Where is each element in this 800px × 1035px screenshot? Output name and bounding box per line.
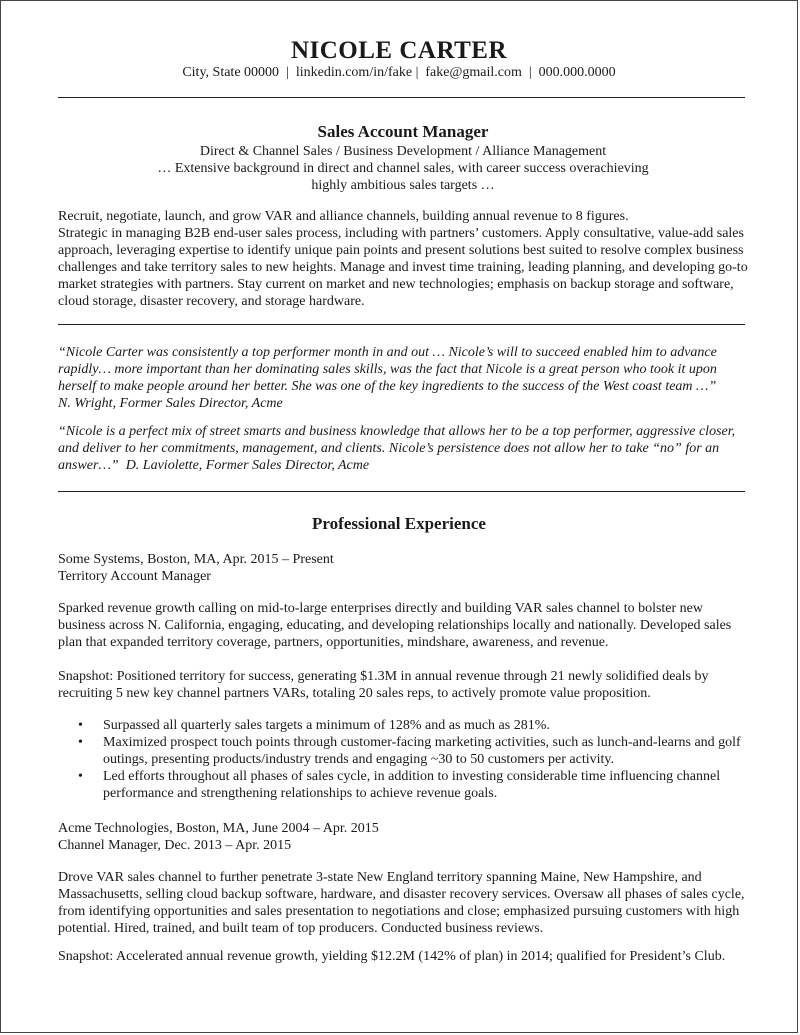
list-item: • Surpassed all quarterly sales targets a minimum of 128% and as much as 281%. <box>78 718 550 733</box>
job-2-header <box>58 820 748 854</box>
candidate-name: NICOLE CARTER <box>290 37 508 64</box>
job-company-line: Acme Technologies, Boston, MA, June 2004 – Apr. 2015 <box>58 821 379 836</box>
divider <box>58 324 745 325</box>
job-role: Territory Account Manager <box>58 569 211 584</box>
job-1-description: Sparked revenue growth calling on mid-to-large enterprises directly and building VAR sales channel to bolster new business across N. California, engaging, educating, and developing relationships locally and nationally. Developed sales plan that expanded territory coverage, partners, opportunities, mindshare, awareness, and revenue. <box>58 601 732 650</box>
divider <box>58 491 745 492</box>
job-2-snapshot: Snapshot: Accelerated annual revenue growth, yielding $12.2M (142% of plan) in 2014; qualified for President’s Club. <box>58 949 726 964</box>
job-1-snapshot: Snapshot: Positioned territory for success, generating $1.3M in annual revenue through 21 newly solidified deals by recruiting 5 new key channel partners VARs, totaling 20 sales reps, to actively promote value proposition. <box>58 669 709 701</box>
testimonial-quote: “Nicole Carter was consistently a top performer month in and out … Nicole’s will to succeed enabled him to advance rapidly… more important than her dominating sales skills, was the fact that Nicole is a great person who took it upon herself to make people around her better. She was one of the key ingredients to the success of the West coast team …” <box>58 345 717 394</box>
summary-title: Sales Account Manager <box>317 122 489 141</box>
testimonial-2 <box>58 423 748 474</box>
section-title-experience: Professional Experience <box>312 514 486 533</box>
summary-body <box>58 208 748 310</box>
bullet-icon: • <box>78 769 83 784</box>
testimonial-1 <box>58 344 748 412</box>
summary-tagline-1: … Extensive background in direct and channel sales, with career success overachieving <box>157 161 649 176</box>
testimonial-attribution: N. Wright, Former Sales Director, Acme <box>58 396 283 411</box>
job-2-description: Drove VAR sales channel to further penetrate 3-state New England territory spanning Maine, New Hampshire, and Massachusetts, selling cloud backup software, hardware, and disaster recovery services. Oversaw all phases of sales cycle, from identifying opportunities and sales presentation to negotiations and close; emphasized pursuing customers with high potential. Hired, trained, and built team of top producers. Conducted business reviews. <box>58 870 745 936</box>
summary-specialties: Direct & Channel Sales / Business Development / Alliance Management <box>199 144 607 159</box>
job-company-line: Some Systems, Boston, MA, Apr. 2015 – Present <box>58 552 334 567</box>
testimonial-quote: “Nicole is a perfect mix of street smarts and business knowledge that allows her to be a top performer, aggressive closer, and deliver to her commitments, management, and clients. Nicole’s persistence does not allow her to take “no” for an answer…” <box>58 424 736 473</box>
summary-line-1: Recruit, negotiate, launch, and grow VAR and alliance channels, building annual revenue to 8 figures. <box>58 209 629 224</box>
bullet-icon: • <box>78 718 83 733</box>
summary-tagline-2: highly ambitious sales targets … <box>311 178 495 193</box>
list-item: • Maximized prospect touch points through customer-facing marketing activities, such as lunch-and-learns and golf outings, presenting products/industry trends and engaging ~30 to 50 customers per activity. <box>78 735 741 767</box>
job-1-achievements <box>58 717 748 802</box>
testimonial-attribution: D. Laviolette, Former Sales Director, Acme <box>125 458 370 473</box>
job-role: Channel Manager, Dec. 2013 – Apr. 2015 <box>58 838 292 853</box>
list-item: • Led efforts throughout all phases of sales cycle, in addition to investing considerable time influencing channel performance and strengthening relationships to achieve revenue goals. <box>78 769 721 801</box>
job-1-header <box>58 551 748 585</box>
divider <box>58 97 745 98</box>
contact-line: City, State 00000 | linkedin.com/in/fake | fake@gmail.com | 000.000.0000 <box>182 65 616 80</box>
summary-paragraph: Strategic in managing B2B end-user sales process, including with partners’ customers. Apply consultative, value-add sales approach, leveraging expertise to identify unique pain points and present solutions best suited to resolve complex business challenges and take territory sales to new heights. Manage and invest time training, leading planning, and developing go-to market strategies with partners. Stay current on market and new technologies; emphasis on backup storage and software, cloud storage, disaster recovery, and storage hardware. <box>58 226 748 309</box>
bullet-icon: • <box>78 735 83 750</box>
